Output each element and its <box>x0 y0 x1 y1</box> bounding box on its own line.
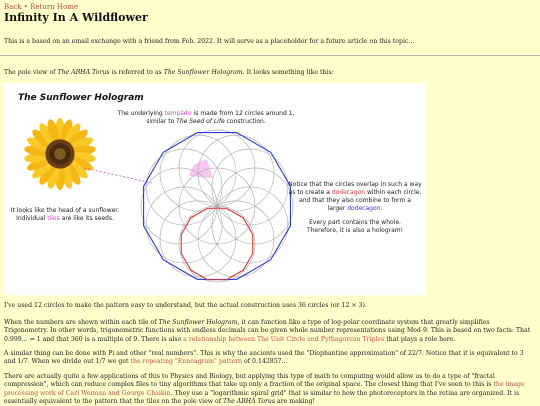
paragraph-pi: A similar thing can be done with Pi and other "real numbers". This is why the ancients used the "Diophantine approximation" of 22/7. Notice that it is equivalent to 3 and 1/7. When we divide out 1/7 we get the repeating "Enneagram" pattern of 0.142857... <box>4 350 524 366</box>
paragraph-circles: I've used 12 circles to make the pattern easy to understand, but the actual construction uses 36 circles (or 12 × 3). <box>4 302 367 309</box>
pole-text-pre: The pole view of <box>4 69 58 76</box>
template-link[interactable]: template <box>164 110 192 117</box>
paragraph-compression: There are actually quite a few applications of this to Physics and Biology, but applying this type of math to computing would allow us to do a type of "fractal compression", which can reduce complex files to tiny algorithms that take up only a fraction of the original space. The closest thing that I've seen to this is the image processing work of Carl Weiman and George Chaikin. They use a "logarithmic spiral grid" that is similar to how the photoreceptors in the retina are organized. It is essentially equivalent to the pattern that the tiles on the pole view of The ABHA Torus are making! <box>4 373 525 406</box>
enneagram-link[interactable]: the repeating "Enneagram" pattern <box>130 358 243 366</box>
unit-circle-link[interactable]: a relationship between The Unit Circle and Pythagorean Triples <box>183 335 385 343</box>
divider <box>0 55 540 56</box>
return-home-link[interactable]: Return Home <box>30 3 79 11</box>
tiles-word: tiles <box>47 215 60 223</box>
pole-text-post: . It looks something like this: <box>242 69 334 76</box>
paragraph-trig: When the numbers are shown within each tile of The Sunflower Hologram, it can function like a type of log-polar coordinate system that greatly simplifies Trigonometry. In other words, trigonometric functions with endless decimals can be given whole number representations using Mod-9. This is based on two facts: That 0.999... = 1 and that 360 is a multiple of 9. There is also a relationship between The Unit Circle and Pythagorean Triples that plays a role here. <box>4 319 531 343</box>
page-title: Infinity In A Wildflower <box>4 11 148 24</box>
pole-text-hologram: The Sunflower Hologram <box>163 69 243 76</box>
sunflower-hologram-figure <box>4 83 426 295</box>
figure-title: The Sunflower Hologram <box>18 93 144 103</box>
hologram-diagram <box>136 123 298 289</box>
intro-text: This is a based on an email exchange with a friend from Feb. 2022. It will serve as a placeholder for a future article on this topic... <box>4 38 415 45</box>
breadcrumb-separator: • <box>23 3 28 11</box>
weiman-chaikin-link[interactable]: the image processing work of Carl Weiman and George Chaikin <box>4 381 525 397</box>
breadcrumb <box>4 3 78 11</box>
sunflower-image <box>21 115 99 193</box>
pole-text-mid: is referred to as <box>109 69 164 76</box>
pole-view-text <box>4 69 334 76</box>
back-link[interactable]: Back <box>4 3 22 11</box>
dodecagon-note: Notice that the circles overlap in such a way as to create a dodecagon within each circle, and that they also combine to form a larger dodecagon. Every part contains the whole. Therefore, it is also a hologram! <box>288 181 422 235</box>
pole-text-torus: The ABHA Torus <box>57 69 110 76</box>
sunflower-note: It looks like the head of a sunflower. Individual tiles are like its seeds. <box>10 207 120 223</box>
template-note: The underlying template is made from 12 circles around 1, similar to The Seed of Life construction. <box>117 110 295 126</box>
